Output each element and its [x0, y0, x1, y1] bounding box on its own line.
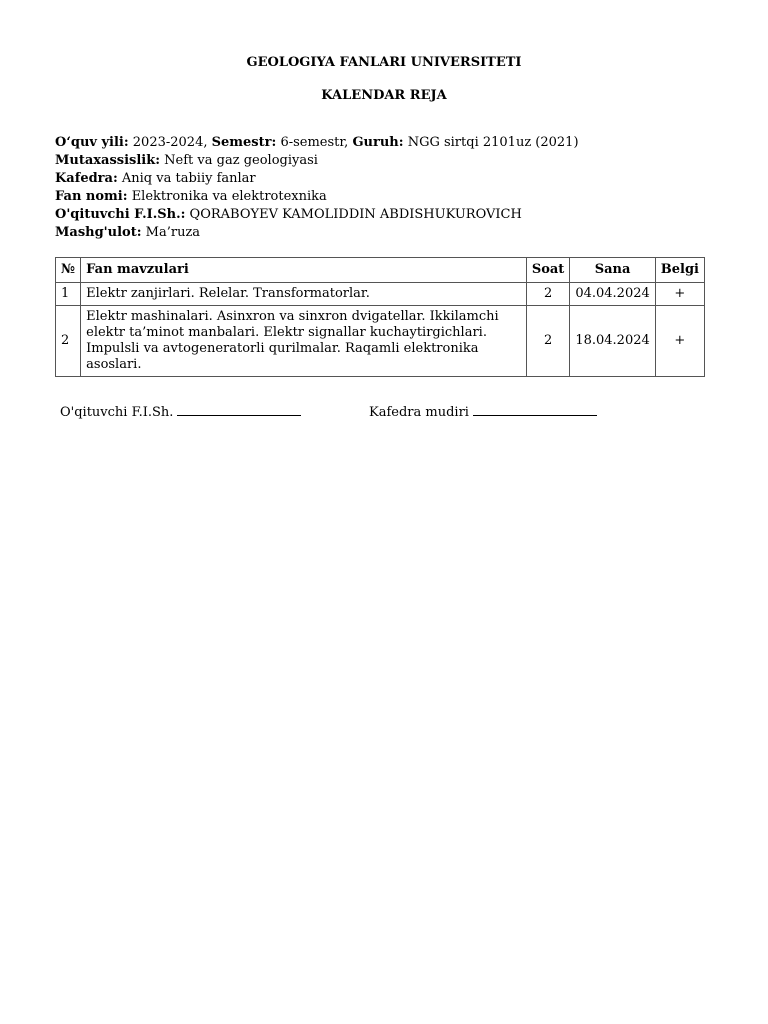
header-hours: Soat	[526, 258, 570, 283]
calendar-plan-table	[55, 257, 705, 377]
table-row	[56, 283, 705, 306]
row-topic: Elektr mashinalari. Asinxron va sinxron dvigatellar. Ikkilamchi elektr ta’minot manbalari. Elektr signallar kuchaytirgichlari. Impulsli va avtogeneratorli qurilmalar. Raqamli elektronika asoslari.	[81, 306, 527, 377]
info-line-specialty	[55, 152, 579, 170]
header-date: Sana	[570, 258, 655, 283]
table-header-row	[56, 258, 705, 283]
head-signature-label: Kafedra mudiri	[369, 405, 469, 420]
row-date: 18.04.2024	[570, 306, 655, 377]
university-name: GEOLOGIYA FANLARI UNIVERSITETI	[246, 55, 522, 70]
info-line-year	[55, 134, 579, 152]
teacher-signature	[60, 403, 301, 420]
table-row	[56, 306, 705, 377]
header-mark: Belgi	[655, 258, 704, 283]
info-line-department	[55, 170, 579, 188]
lesson-label: Mashg'ulot:	[55, 225, 142, 240]
head-signature-line	[473, 403, 597, 416]
specialty-value: Neft va gaz geologiyasi	[164, 153, 318, 168]
info-line-lesson	[55, 224, 579, 242]
lesson-value: Ma’ruza	[145, 225, 201, 240]
teacher-signature-line	[177, 403, 301, 416]
specialty-label: Mutaxassislik:	[55, 153, 161, 168]
subject-label: Fan nomi:	[55, 189, 128, 204]
semester-label: Semestr:	[211, 135, 277, 150]
row-num: 2	[56, 306, 81, 377]
head-signature	[369, 403, 597, 420]
teacher-label: O'qituvchi F.I.Sh.:	[55, 207, 186, 222]
row-hours: 2	[526, 306, 570, 377]
row-topic: Elektr zanjirlari. Relelar. Transformatorlar.	[81, 283, 527, 306]
document-title: KALENDAR REJA	[321, 88, 447, 103]
semester-value: 6-semestr,	[280, 135, 349, 150]
info-line-teacher	[55, 206, 579, 224]
row-date: 04.04.2024	[570, 283, 655, 306]
subject-value: Elektronika va elektrotexnika	[131, 189, 327, 204]
row-num: 1	[56, 283, 81, 306]
year-label: O‘quv yili:	[55, 135, 129, 150]
group-label: Guruh:	[352, 135, 404, 150]
row-mark: +	[655, 306, 704, 377]
row-hours: 2	[526, 283, 570, 306]
info-block	[55, 134, 579, 242]
teacher-signature-label: O'qituvchi F.I.Sh.	[60, 405, 174, 420]
header-topic: Fan mavzulari	[81, 258, 527, 283]
department-value: Aniq va tabiiy fanlar	[121, 171, 256, 186]
year-value: 2023-2024,	[132, 135, 208, 150]
row-mark: +	[655, 283, 704, 306]
info-line-subject	[55, 188, 579, 206]
group-value: NGG sirtqi 2101uz (2021)	[407, 135, 579, 150]
teacher-value: QORABOYEV KAMOLIDDIN ABDISHUKUROVICH	[189, 207, 522, 222]
header-num: №	[56, 258, 81, 283]
department-label: Kafedra:	[55, 171, 118, 186]
